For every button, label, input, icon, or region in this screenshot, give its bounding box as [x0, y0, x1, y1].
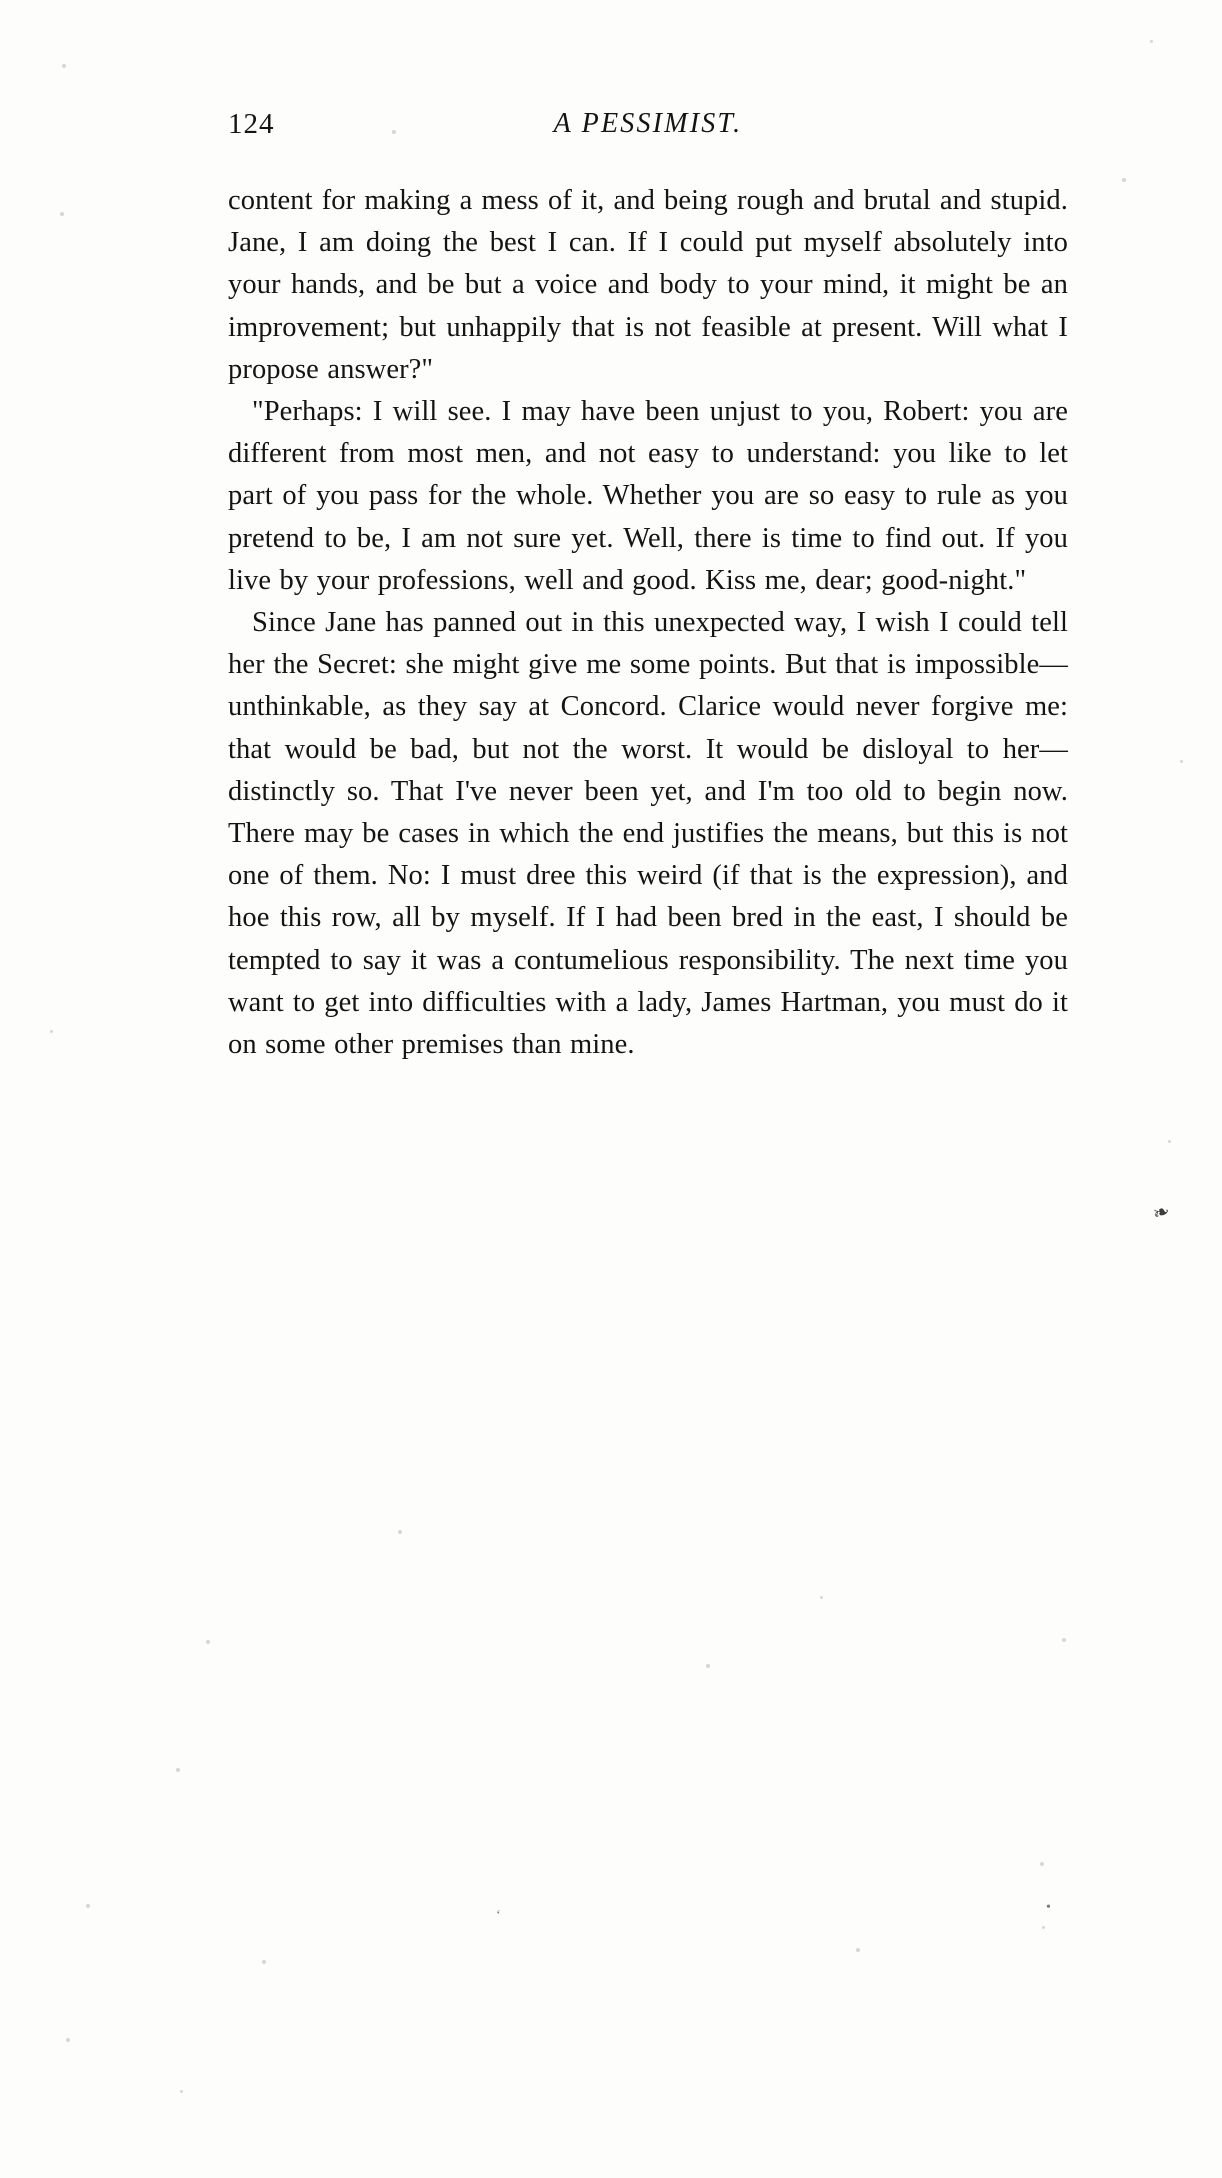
page-header: [228, 108, 1068, 148]
paper-speck: [206, 1640, 210, 1644]
paper-speck: [856, 1948, 860, 1952]
running-title: A PESSIMIST.: [553, 108, 743, 139]
paragraph: "Perhaps: I will see. I may have been unjust to you, Robert: you are different from most men, and not easy to understand: you like to let part of you pass for the whole. Whether you are so easy to rule as you pretend to be, I am not sure yet. Well, there is time to find out. If you live by your professions, well and good. Kiss me, dear; good-night.": [228, 396, 1068, 596]
margin-ornament: ❧: [1150, 1199, 1174, 1227]
paper-speck: [180, 2090, 183, 2093]
paper-speck: [66, 2038, 70, 2042]
paper-speck: [60, 212, 64, 216]
page-number: 124: [228, 108, 275, 140]
page-body: [228, 180, 1068, 1066]
paragraph: content for making a mess of it, and being rough and brutal and stupid. Jane, I am doing the best I can. If I could put myself absolutely into your hands, and be but a voice and body to your mind, it might be an improvement; but unhappily that is not feasible at present. Will what I propose answer?": [228, 185, 1068, 385]
paper-speck: [1180, 760, 1183, 763]
paper-speck: [262, 1960, 266, 1964]
paper-speck: [1040, 1862, 1044, 1866]
paper-speck: [1150, 40, 1153, 43]
margin-mark: ‘: [496, 1908, 501, 1923]
paper-speck: [62, 64, 66, 68]
paper-speck: [820, 1596, 823, 1599]
paper-speck: [50, 1030, 53, 1033]
paper-speck: [1168, 1140, 1171, 1143]
paragraph: Since Jane has panned out in this unexpected way, I wish I could tell her the Secret: she might give me some points. But that is impossible—unthinkable, as they say at Concord. Clarice would never forgive me: that would be bad, but not the worst. It would be disloyal to her—distinctly so. That I've never been yet, and I'm too old to begin now. There may be cases in which the end justifies the means, but this is not one of them. No: I must dree this weird (if that is the expression), and hoe this row, all by myself. If I had been bred in the east, I should be tempted to say it was a contumelious responsibility. The next time you want to get into difficulties with a lady, James Hartman, you must do it on some other premises than mine.: [228, 607, 1068, 1061]
paper-speck: [86, 1904, 90, 1908]
margin-dot: •: [1046, 1900, 1051, 1915]
paper-speck: [1062, 1638, 1066, 1642]
paper-speck: [706, 1664, 710, 1668]
paper-speck: [1122, 178, 1126, 182]
paper-speck: [176, 1768, 180, 1772]
paper-speck: [1042, 1926, 1045, 1929]
paper-speck: [398, 1530, 402, 1534]
